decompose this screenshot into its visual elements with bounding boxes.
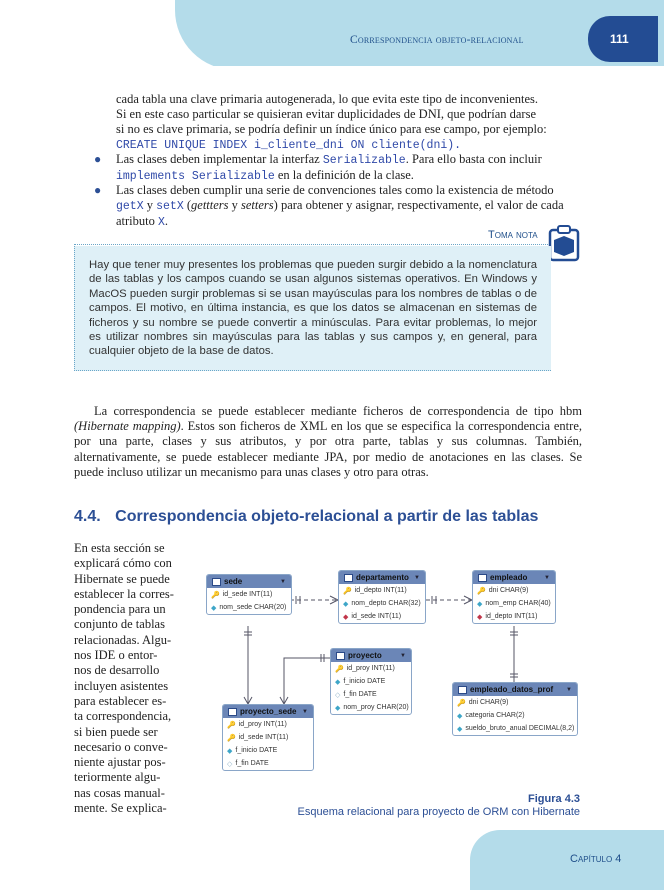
- note-divider: [74, 244, 552, 245]
- table-name: departamento: [356, 573, 409, 582]
- column: nom_proy CHAR(20): [343, 704, 409, 711]
- side-line: si bien puede ser: [74, 724, 158, 739]
- column: nom_depto CHAR(32): [351, 600, 421, 607]
- table-name: sede: [224, 577, 243, 586]
- footer-band: [470, 830, 664, 890]
- side-line: nas cosas manual-: [74, 785, 165, 800]
- side-line: explicará cómo con: [74, 556, 172, 571]
- key-icon: 🔑: [227, 734, 236, 742]
- column: id_depto INT(11): [485, 613, 538, 620]
- intro-code: CREATE UNIQUE INDEX i_cliente_dni ON cliente(dni).: [116, 138, 462, 152]
- column: id_sede INT(11): [351, 613, 402, 620]
- bullet-item: [94, 152, 586, 184]
- bullet-code: getX: [116, 200, 144, 214]
- side-line: ta correspondencia,: [74, 709, 172, 724]
- bullet-code: X: [158, 216, 165, 230]
- bullet-text: .: [164, 214, 169, 229]
- bullet-text: atributo: [116, 214, 159, 229]
- diamond-icon: ◇: [227, 760, 233, 768]
- side-line: establecer la corres-: [74, 586, 174, 601]
- intro-line: cada tabla una clave primaria autogenerada, lo que evita este tipo de inconvenientes.: [116, 92, 539, 106]
- key-icon: 🔑: [457, 699, 466, 707]
- section-heading: [74, 508, 538, 526]
- bullet-code: Serializable: [322, 154, 406, 167]
- side-line: conjunto de tablas: [74, 617, 165, 632]
- table-proyecto_sede: proyecto_sede ▼ 🔑 id_proy INT(11) 🔑 id_sede INT(11) ◆ f_inicio DATE ◇ f_fin DATE: [222, 704, 314, 771]
- column: f_fin DATE: [343, 691, 377, 698]
- chapter-label: Capítulo 4: [570, 853, 622, 865]
- side-line: necesario o conve-: [74, 739, 168, 754]
- table-name: empleado: [490, 573, 528, 582]
- bullet-item: [94, 183, 586, 231]
- note-text: Hay que tener muy presentes los problemas que pueden surgir debido a la nomenclatura de las tablas y los campos cuando se usan algunos sistemas operativos. En Windows y MacOS pueden surgir problemas si se usan mayúsculas para los nombres de tablas o de campos. El motivo, en última instancia, es que los datos se almacenan en sistemas de ficheros y su nombre se puede convertir a minúsculas. Para evitar problemas, lo mejor es utilizar nombres sin mayúsculas para las tablas y sus campos y, en general, para cualquier objeto de la base de datos.: [89, 259, 537, 358]
- running-title: Correspondencia objeto-relacional: [350, 34, 524, 46]
- table-name: proyecto_sede: [240, 707, 297, 716]
- side-line: nos de desarrollo: [74, 663, 160, 678]
- side-line: para establecer es-: [74, 693, 167, 708]
- column: f_inicio DATE: [235, 747, 278, 754]
- side-line: incluyen asistentes: [74, 678, 169, 693]
- er-diagram: [200, 562, 590, 798]
- bullet-text: y: [228, 198, 242, 213]
- bullet-code: implements Serializable: [116, 170, 275, 184]
- column: id_sede INT(11): [238, 734, 289, 741]
- bullet-text: en la definición de la clase.: [274, 168, 414, 183]
- bullet-dot: ●: [94, 152, 102, 166]
- table-departamento: departamento ▼ 🔑 id_depto INT(11) ◆ nom_depto CHAR(32) ◆ id_sede INT(11): [338, 570, 426, 624]
- side-line: Hibernate se puede: [74, 571, 170, 586]
- page-number: 111: [610, 32, 629, 46]
- paragraph-text: . Estos son ficheros de XML en los que se especifica la correspondencia entre, por una parte, clases y sus atributos, y por otra parte, tablas y sus columnas. También, alternativamente, se puede establecer mediante JPA, por medio de anotaciones en las clases. Se puede incluso utilizar un mecanismo para unas clases y otro para otras.: [74, 419, 582, 479]
- column: dni CHAR(9): [468, 699, 509, 706]
- column: id_depto INT(11): [354, 587, 407, 594]
- note-label: Toma nota: [488, 229, 538, 241]
- diamond-icon: ◇: [335, 691, 341, 699]
- column: dni CHAR(9): [488, 587, 529, 594]
- bullet-text: y: [143, 198, 157, 213]
- bullet-text: . Para ello basta con incluir: [405, 152, 542, 166]
- bullet-emphasis: gettters: [191, 198, 229, 213]
- column: sueldo_bruto_anual DECIMAL(8,2): [465, 725, 575, 732]
- page-header: [0, 0, 664, 66]
- side-line: teriormente algu-: [74, 770, 161, 785]
- column: categoria CHAR(2): [465, 712, 525, 719]
- diamond-icon: ◆: [335, 704, 341, 712]
- side-line: En esta sección se: [74, 541, 165, 555]
- bullet-text: (: [183, 198, 192, 213]
- bullet-emphasis: setters: [241, 198, 274, 213]
- body-paragraph: [74, 404, 582, 480]
- diamond-icon: ◆: [211, 604, 217, 612]
- column: id_proy INT(11): [346, 665, 395, 672]
- column: nom_emp CHAR(40): [485, 600, 551, 607]
- clipboard-icon: [548, 224, 580, 262]
- diamond-icon: ◆: [457, 725, 463, 733]
- side-line: niente ajustar pos-: [74, 755, 166, 770]
- page-number-tab: [588, 16, 658, 62]
- key-icon: 🔑: [343, 587, 352, 595]
- bullet-code: setX: [156, 200, 184, 214]
- table-empleado: empleado ▼ 🔑 dni CHAR(9) ◆ nom_emp CHAR(40) ◆ id_depto INT(11): [472, 570, 556, 624]
- column: id_proy INT(11): [238, 721, 287, 728]
- diamond-icon: ◆: [343, 613, 349, 621]
- section-title: Correspondencia objeto-relacional a partir de las tablas: [115, 508, 539, 525]
- intro-paragraph: [116, 92, 583, 153]
- table-sede: sede ▼ 🔑 id_sede INT(11) ◆ nom_sede CHAR(20): [206, 574, 292, 615]
- intro-line: si no es clave primaria, se podría definir un índice único para ese campo, por ejemplo:: [116, 122, 547, 137]
- paragraph-text: La correspondencia se puede establecer mediante ficheros de correspondencia de tipo hbm: [94, 404, 582, 418]
- column: id_sede INT(11): [222, 591, 273, 598]
- intro-line: Si en este caso particular se quisieran evitar duplicidades de DNI, que podrían darse: [116, 107, 536, 122]
- bullet-text: Las clases deben cumplir una serie de convenciones tales como la existencia de método: [116, 183, 554, 197]
- key-icon: 🔑: [211, 591, 220, 599]
- key-icon: 🔑: [335, 665, 344, 673]
- paragraph-emphasis: (Hibernate mapping): [74, 419, 181, 434]
- side-line: mente. Se explica-: [74, 801, 167, 816]
- side-paragraph: [74, 541, 178, 816]
- diamond-icon: ◆: [343, 600, 349, 608]
- diamond-icon: ◆: [227, 747, 233, 755]
- bullet-dot: ●: [94, 183, 102, 197]
- side-line: pondencia para un: [74, 602, 166, 617]
- table-proyecto: proyecto ▼ 🔑 id_proy INT(11) ◆ f_inicio DATE ◇ f_fin DATE ◆ nom_proy CHAR(20): [330, 648, 412, 715]
- side-line: nos IDE o entor-: [74, 648, 158, 663]
- table-name: empleado_datos_prof: [470, 685, 554, 694]
- diamond-icon: ◆: [457, 712, 463, 720]
- table-name: proyecto: [348, 651, 382, 660]
- key-icon: 🔑: [477, 587, 486, 595]
- rel-proyecto-proyecto_sede: [284, 658, 330, 704]
- table-empleado_datos_prof: empleado_datos_prof ▼ 🔑 dni CHAR(9) ◆ categoria CHAR(2) ◆ sueldo_bruto_anual DECIMAL(8,2): [452, 682, 578, 736]
- bullet-text: ) para obtener y asignar, respectivamente, el valor de cada: [273, 198, 564, 213]
- column: f_inicio DATE: [343, 678, 386, 685]
- diamond-icon: ◆: [335, 678, 341, 686]
- note-box: [74, 246, 551, 371]
- diamond-icon: ◆: [477, 600, 483, 608]
- column: nom_sede CHAR(20): [219, 604, 287, 611]
- section-number: 4.4.: [74, 508, 101, 525]
- diamond-icon: ◆: [477, 613, 483, 621]
- figure-label: Figura 4.3: [528, 793, 580, 805]
- side-line: relacionadas. Algu-: [74, 632, 172, 647]
- column: f_fin DATE: [235, 760, 269, 767]
- figure-caption: Esquema relacional para proyecto de ORM con Hibernate: [297, 806, 580, 818]
- key-icon: 🔑: [227, 721, 236, 729]
- bullet-text: Las clases deben implementar la interfaz: [116, 152, 323, 166]
